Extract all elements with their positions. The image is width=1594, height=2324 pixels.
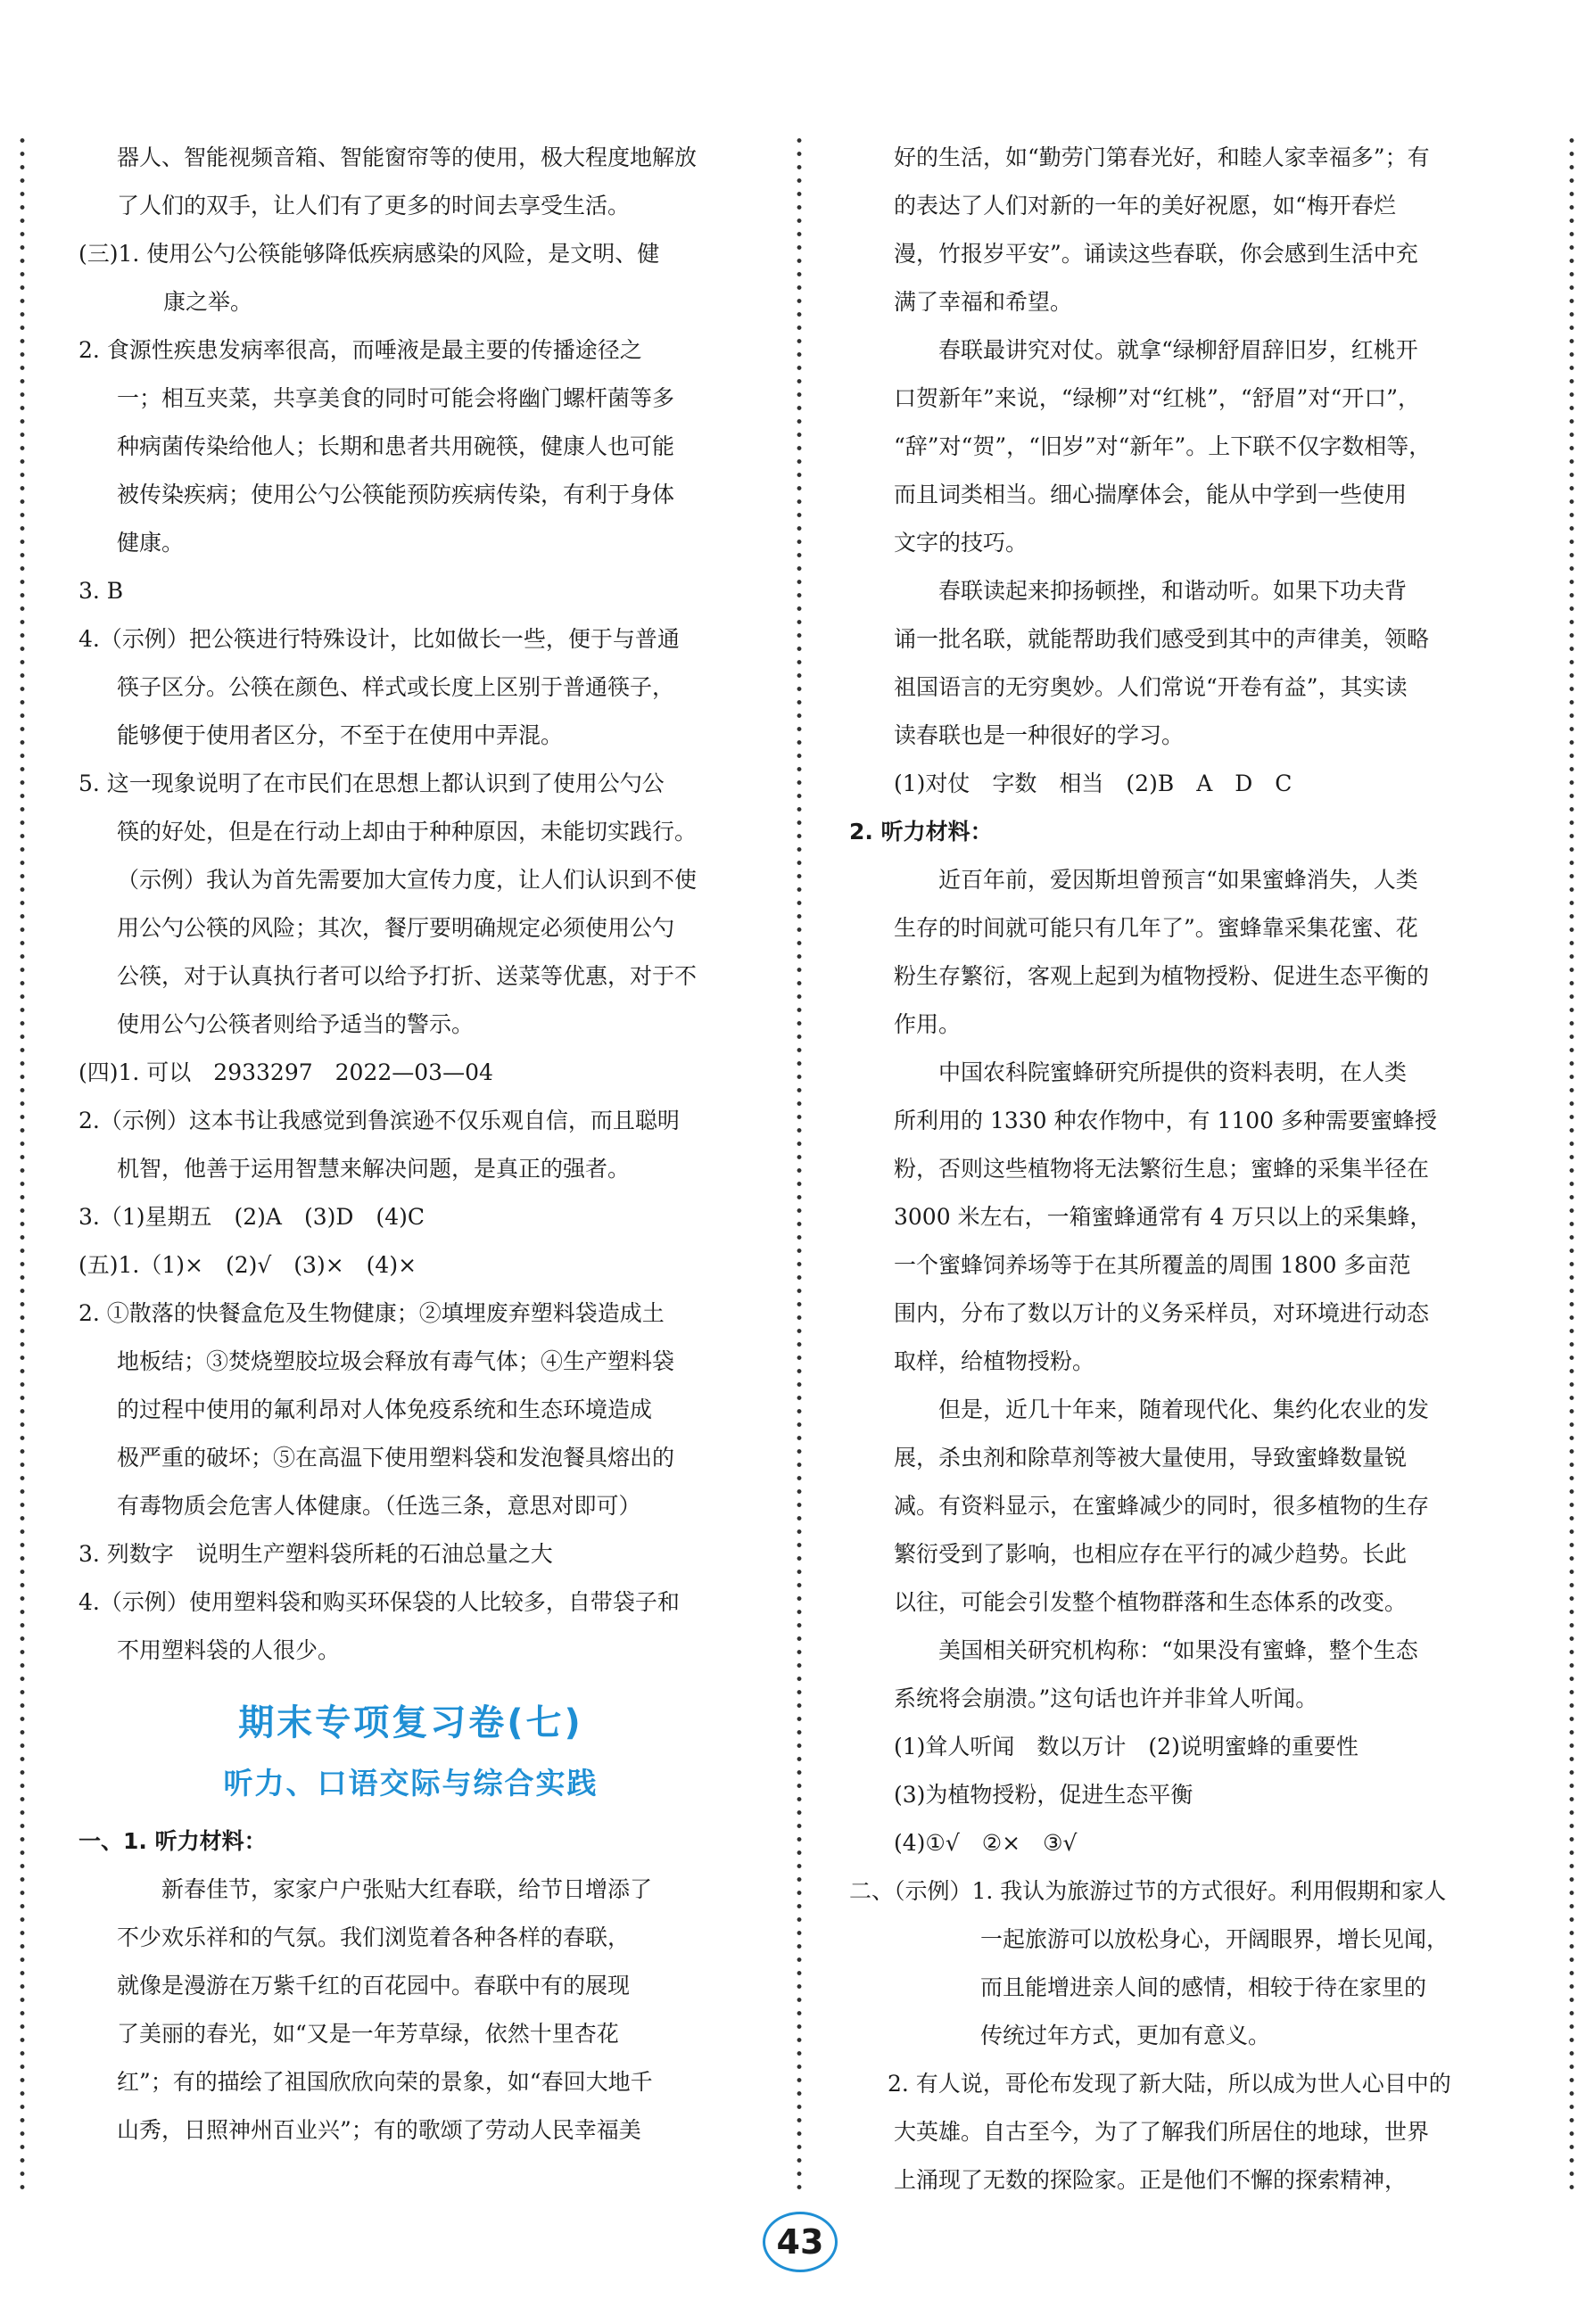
text-line: 读春联也是一种很好的学习。 [894, 722, 1185, 748]
text-line: 红”；有的描绘了祖国欣欣向荣的景象，如“春回大地千 [117, 2069, 653, 2095]
text-line: 而且词类相当。细心揣摩体会，能从中学到一些使用 [894, 482, 1408, 507]
text-line: 粉，否则这些植物将无法繁衍生息；蜜蜂的采集半径在 [894, 1156, 1430, 1182]
text-line: 以往，可能会引发整个植物群落和生态体系的改变。 [894, 1589, 1408, 1615]
text-line: 筷子区分。公筷在颜色、样式或长度上区别于普通筷子， [117, 674, 675, 700]
text-line: 口贺新年”来说，“绿柳”对“红桃”，“舒眉”对“开口”， [894, 385, 1421, 411]
binding-dots-left [20, 134, 25, 2190]
text-line: 美国相关研究机构称：“如果没有蜜蜂，整个生态 [938, 1637, 1418, 1663]
listening-material-lines [78, 1817, 743, 2155]
text-line: 健康。 [117, 530, 185, 556]
text-line: 2. ①散落的快餐盒危及生物健康；②填埋废弃塑料袋造成土 [78, 1300, 665, 1326]
section-subtitle: 听力、口语交际与综合实践 [223, 1766, 599, 1801]
text-line: 5. 这一现象说明了在市民们在思想上都认识到了使用公勺公 [78, 771, 665, 796]
text-line: 生存的时间就可能只有几年了”。蜜蜂靠采集花蜜、花 [894, 915, 1418, 941]
text-line: 筷的好处，但是在行动上却由于种种原因，未能切实践行。 [117, 819, 698, 845]
text-line: 但是，近几十年来，随着现代化、集约化农业的发 [938, 1397, 1430, 1422]
text-line: (1)对仗 字数 相当 (2)B A D C [894, 771, 1293, 796]
text-line: 春联读起来抑扬顿挫，和谐动听。如果下功夫背 [938, 578, 1408, 604]
text-line: 被传染疾病；使用公勺公筷能预防疾病传染，有利于身体 [117, 482, 675, 507]
left-column [78, 134, 743, 2155]
text-line: 4.（示例）使用塑料袋和购买环保袋的人比较多，自带袋子和 [78, 1589, 680, 1615]
text-line: “辞”对“贺”，“旧岁”对“新年”。上下联不仅字数相等， [894, 433, 1432, 459]
page-number: 43 [763, 2212, 838, 2272]
text-line: 康之举。 [163, 289, 253, 315]
text-line: 公筷，对于认真执行者可以给予打折、送菜等优惠，对于不 [117, 963, 698, 989]
text-line: 4.（示例）把公筷进行特殊设计，比如做长一些，便于与普通 [78, 626, 680, 652]
text-line: 中国农科院蜜蜂研究所提供的资料表明，在人类 [938, 1059, 1408, 1085]
text-line: 春联最讲究对仗。就拿“绿柳舒眉辞旧岁，红桃开 [938, 337, 1418, 363]
text-line: 了人们的双手，让人们有了更多的时间去享受生活。 [117, 193, 631, 218]
text-line: 山秀，日照神州百业兴”；有的歌颂了劳动人民幸福美 [117, 2117, 641, 2143]
text-line: 2.（示例）这本书让我感觉到鲁滨逊不仅乐观自信，而且聪明 [78, 1108, 680, 1133]
text-line: 大英雄。自古至今，为了了解我们所居住的地球，世界 [894, 2119, 1430, 2145]
text-line: 3. B [78, 578, 124, 604]
text-line: 种病菌传染给他人；长期和患者共用碗筷，健康人也可能 [117, 433, 675, 459]
text-line: 减。有资料显示，在蜜蜂减少的同时，很多植物的生存 [894, 1493, 1430, 1519]
text-line: 极严重的破坏；⑤在高温下使用塑料袋和发泡餐具熔出的 [117, 1445, 675, 1471]
text-line: (3)为植物授粉，促进生态平衡 [894, 1782, 1193, 1808]
text-line: 一个蜜蜂饲养场等于在其所覆盖的周围 1800 多亩范 [894, 1252, 1411, 1278]
text-line: 取样，给植物授粉。 [894, 1348, 1095, 1374]
text-line: 祖国语言的无穷奥妙。人们常说“开卷有益”，其实读 [894, 674, 1408, 700]
right-answer-lines [849, 134, 1520, 2205]
text-line: 使用公勺公筷者则给予适当的警示。 [117, 1011, 475, 1037]
text-line: 新春佳节，家家户户张贴大红春联，给节日增添了 [161, 1876, 653, 1902]
text-line: 用公勺公筷的风险；其次，餐厅要明确规定必须使用公勺 [117, 915, 675, 941]
text-line: 了美丽的春光，如“又是一年芳草绿，依然十里杏花 [117, 2021, 619, 2047]
text-line: 上涌现了无数的探险家。正是他们不懈的探索精神， [894, 2167, 1408, 2193]
text-line: 2. 食源性疾患发病率很高，而唾液是最主要的传播途径之 [78, 337, 642, 363]
text-line: 系统将会崩溃。”这句话也许并非耸人听闻。 [894, 1685, 1318, 1711]
text-line: （示例）我认为首先需要加大宣传力度，让人们认识到不使 [117, 867, 698, 893]
text-line: 满了幸福和希望。 [894, 289, 1073, 315]
text-line: 3.（1)星期五 (2)A (3)D (4)C [78, 1204, 425, 1230]
text-line: 就像是漫游在万紫千红的百花园中。春联中有的展现 [117, 1973, 631, 1998]
text-line: 文字的技巧。 [894, 530, 1028, 556]
text-line: 一起旅游可以放松身心，开阔眼界，增长见闻， [980, 1926, 1449, 1952]
text-line: 2. 听力材料： [849, 819, 993, 845]
text-line: 繁衍受到了影响，也相应存在平行的减少趋势。长此 [894, 1541, 1408, 1567]
text-line: 漫，竹报岁平安”。诵读这些春联，你会感到生活中充 [894, 241, 1418, 267]
section-title: 期末专项复习卷(七) [238, 1702, 583, 1743]
text-line: 围内，分布了数以万计的义务采样员，对环境进行动态 [894, 1300, 1430, 1326]
right-column [849, 134, 1520, 2205]
text-line: 机智，他善于运用智慧来解决问题，是真正的强者。 [117, 1156, 631, 1182]
text-line: 能够便于使用者区分，不至于在使用中弄混。 [117, 722, 564, 748]
left-answer-lines [78, 134, 743, 1675]
text-line: 器人、智能视频音箱、智能窗帘等的使用，极大程度地解放 [117, 144, 698, 170]
text-line: 一、1. 听力材料： [78, 1828, 267, 1854]
text-line: 近百年前，爱因斯坦曾预言“如果蜜蜂消失，人类 [938, 867, 1418, 893]
text-line: 诵一批名联，就能帮助我们感受到其中的声律美，领略 [894, 626, 1430, 652]
text-line: 3000 米左右，一箱蜜蜂通常有 4 万只以上的采集蜂， [894, 1204, 1433, 1230]
text-line: 不用塑料袋的人很少。 [117, 1637, 341, 1663]
text-line: 一；相互夹菜，共享美食的同时可能会将幽门螺杆菌等多 [117, 385, 675, 411]
text-line: 2. 有人说，哥伦布发现了新大陆，所以成为世人心目中的 [888, 2071, 1451, 2097]
text-line: (五)1.（1)× (2)√ (3)× (4)× [78, 1252, 417, 1278]
text-line: 好的生活，如“勤劳门第春光好，和睦人家幸福多”；有 [894, 144, 1430, 170]
text-line: 有毒物质会危害人体健康。（任选三条，意思对即可） [117, 1493, 641, 1519]
text-line: (三)1. 使用公勺公筷能够降低疾病感染的风险，是文明、健 [78, 241, 660, 267]
text-line: (1)耸人听闻 数以万计 (2)说明蜜蜂的重要性 [894, 1734, 1359, 1759]
text-line: 不少欢乐祥和的气氛。我们浏览着各种各样的春联， [117, 1924, 631, 1950]
text-line: (四)1. 可以 2933297 2022—03—04 [78, 1059, 493, 1085]
text-line: 二、（示例）1. 我认为旅游过节的方式很好。利用假期和家人 [849, 1878, 1447, 1904]
binding-dots-right [1569, 134, 1574, 2190]
text-line: 3. 列数字 说明生产塑料袋所耗的石油总量之大 [78, 1541, 553, 1567]
text-line: 地板结；③焚烧塑胶垃圾会释放有毒气体；④生产塑料袋 [117, 1348, 675, 1374]
text-line: 作用。 [894, 1011, 962, 1037]
text-line: 展，杀虫剂和除草剂等被大量使用，导致蜜蜂数量锐 [894, 1445, 1408, 1471]
binding-dots-center [797, 134, 802, 2190]
text-line: 粉生存繁衍，客观上起到为植物授粉、促进生态平衡的 [894, 963, 1430, 989]
text-line: 所利用的 1330 种农作物中，有 1100 多种需要蜜蜂授 [894, 1108, 1438, 1133]
text-line: 传统过年方式，更加有意义。 [980, 2023, 1271, 2048]
text-line: 的表达了人们对新的一年的美好祝愿，如“梅开春烂 [894, 193, 1396, 218]
text-line: 而且能增进亲人间的感情，相较于待在家里的 [980, 1974, 1427, 2000]
text-line: (4)①√ ②× ③√ [894, 1830, 1078, 1856]
text-line: 的过程中使用的氟利昂对人体免疫系统和生态环境造成 [117, 1397, 653, 1422]
